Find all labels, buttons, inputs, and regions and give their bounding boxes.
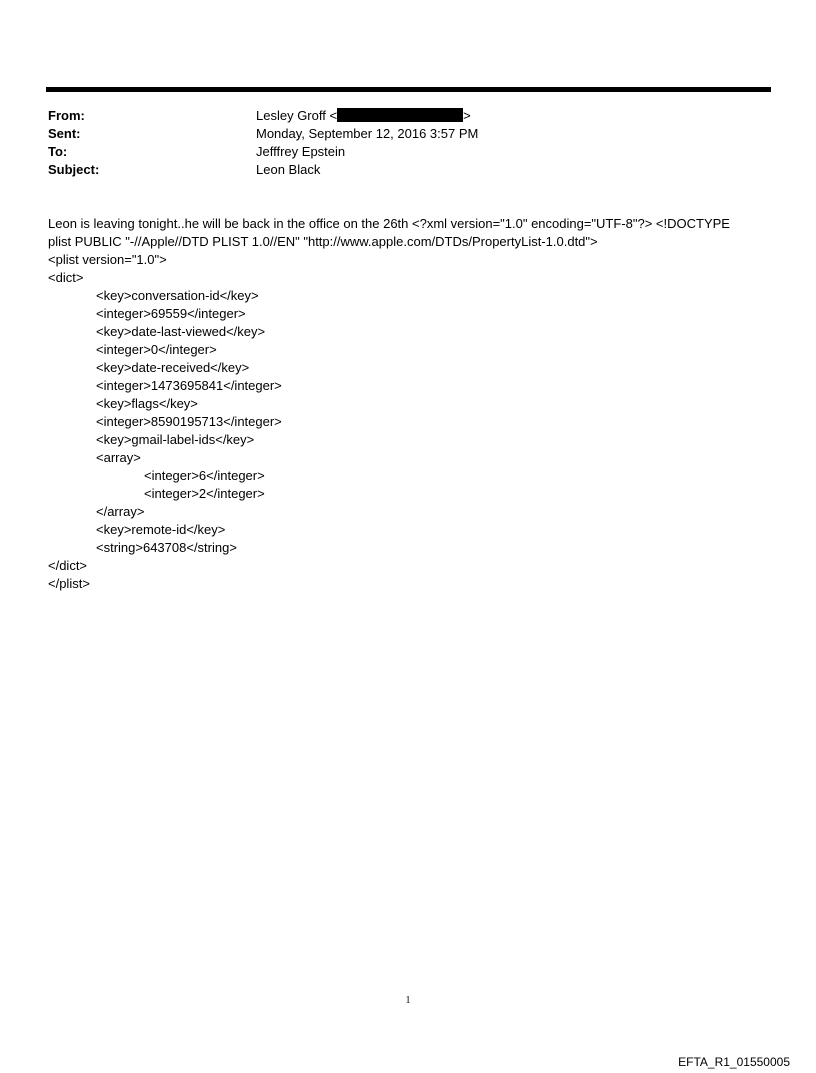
body-line: <integer>8590195713</integer> <box>96 414 282 429</box>
body-line: <integer>0</integer> <box>96 342 217 357</box>
sent-value: Monday, September 12, 2016 3:57 PM <box>256 126 479 141</box>
email-header <box>48 107 748 179</box>
body-line: <plist version="1.0"> <box>48 252 167 267</box>
email-body <box>48 215 768 593</box>
from-row <box>48 107 748 125</box>
body-line: plist PUBLIC "-//Apple//DTD PLIST 1.0//EN" "http://www.apple.com/DTDs/PropertyList-1.0.dtd"> <box>48 234 598 249</box>
to-value: Jefffrey Epstein <box>256 144 346 159</box>
from-label: From: <box>48 108 85 123</box>
to-row <box>48 143 748 161</box>
body-line: <key>remote-id</key> <box>96 522 226 537</box>
header-rule <box>46 87 771 92</box>
sent-row <box>48 125 748 143</box>
body-line: <key>flags</key> <box>96 396 198 411</box>
body-line: <dict> <box>48 270 84 285</box>
body-line: <array> <box>96 450 141 465</box>
from-name: Lesley Groff < <box>256 108 338 123</box>
body-line: <integer>6</integer> <box>144 468 265 483</box>
body-line: </dict> <box>48 558 88 573</box>
body-line: </array> <box>96 504 145 519</box>
body-line: <key>gmail-label-ids</key> <box>96 432 255 447</box>
page-number: 1 <box>405 995 411 1006</box>
body-line: <key>date-received</key> <box>96 360 250 375</box>
from-close: > <box>463 108 471 123</box>
body-line: <integer>2</integer> <box>144 486 265 501</box>
body-line: </plist> <box>48 576 90 591</box>
document-id: EFTA_R1_01550005 <box>678 1055 790 1069</box>
redaction-box <box>337 108 463 122</box>
body-line: <key>conversation-id</key> <box>96 288 259 303</box>
to-label: To: <box>48 144 68 159</box>
sent-label: Sent: <box>48 126 81 141</box>
subject-value: Leon Black <box>256 162 321 177</box>
body-line: <integer>69559</integer> <box>96 306 246 321</box>
body-line: <integer>1473695841</integer> <box>96 378 282 393</box>
subject-label: Subject: <box>48 162 100 177</box>
body-line: <string>643708</string> <box>96 540 237 555</box>
body-line: Leon is leaving tonight..he will be back in the office on the 26th <?xml version="1.0" encoding="UTF-8"?> <!DOCTYPE <box>48 216 730 231</box>
from-value <box>256 107 748 125</box>
subject-row <box>48 161 748 179</box>
body-line: <key>date-last-viewed</key> <box>96 324 266 339</box>
